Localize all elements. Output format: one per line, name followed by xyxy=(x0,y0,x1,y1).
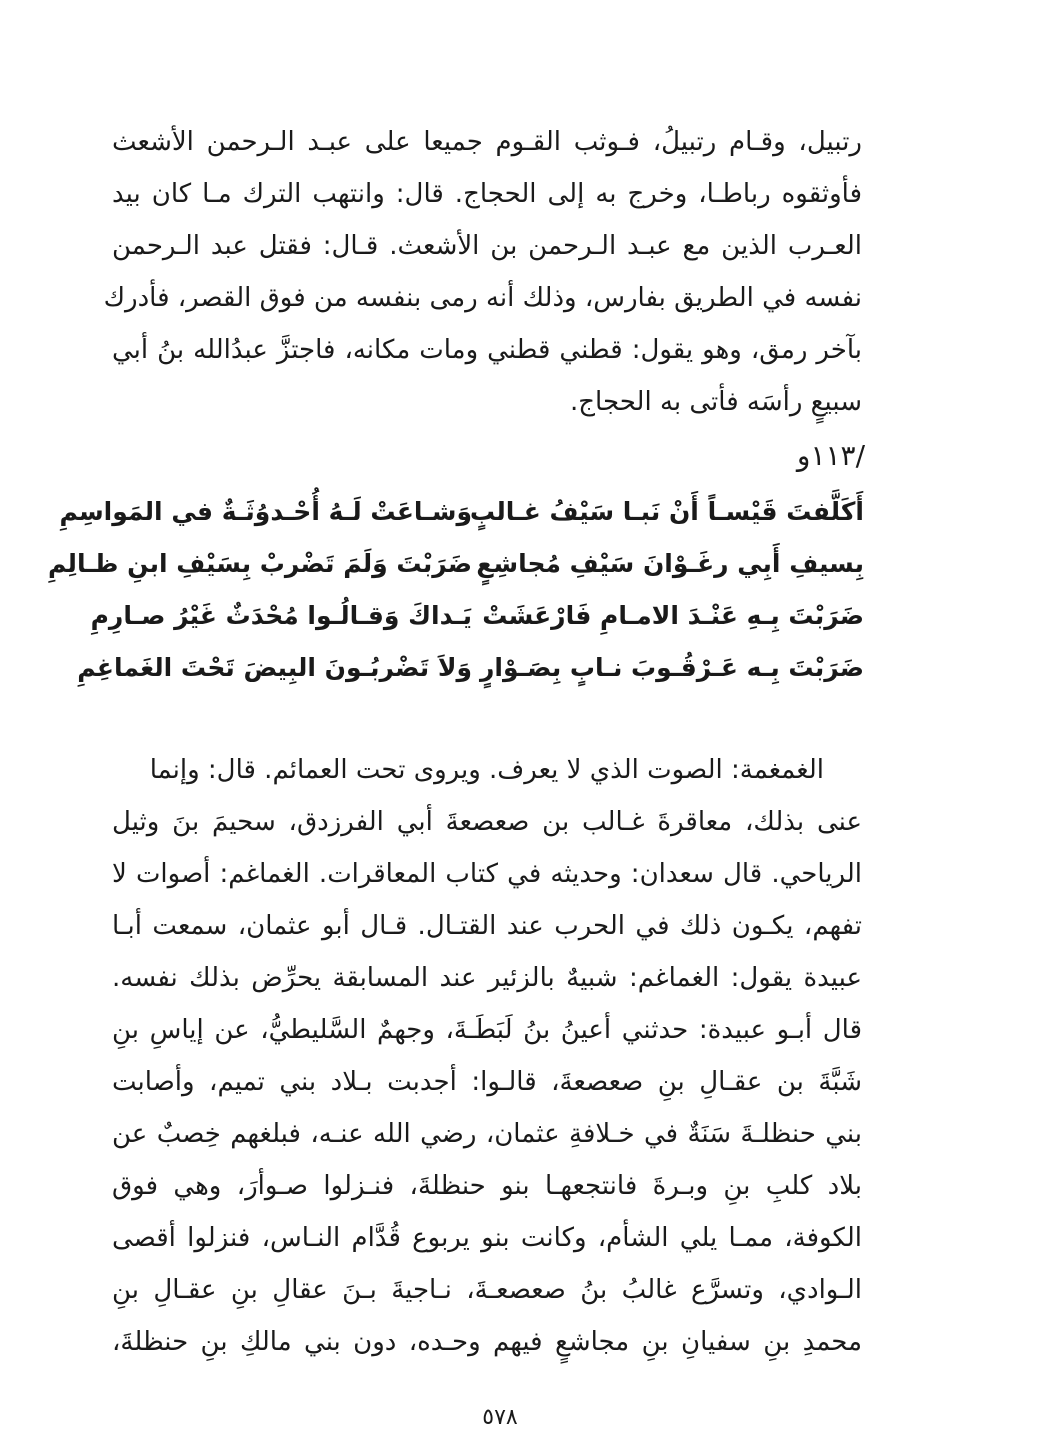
verse-first-hemistich: بِسيفِ أَبِي رغَـوْانَ سَيْفِ مُجاشِعٍ xyxy=(476,549,864,578)
paragraph-2 xyxy=(112,744,862,1368)
text-line: تفهم، يكـون ذلك في الحرب عند القتـال. قـال أبو عثمان، سمعت أبـا xyxy=(112,911,862,941)
text-line: الغمغمة: الصوت الذي لا يعرف. ويروى تحت العمائم. قال: وإنما xyxy=(149,755,824,785)
text-line: الرياحي. قال سعدان: وحديثه في كتاب المعاقرات. الغماغم: أصوات لا xyxy=(112,859,862,889)
poem-verse xyxy=(59,486,864,538)
poem xyxy=(47,486,864,694)
text-line: عنى بذلك، معاقرةَ غـالب بن صعصعةَ أبي الفرزدق، سحيمَ بنَ وثيل xyxy=(112,807,862,837)
poem-verse xyxy=(77,642,864,694)
verse-second-hemistich: يَـداكَ وَقـالُـوا مُحْدَثٌ غَيْرُ صـارِمِ xyxy=(90,601,472,630)
text-line: فأوثقوه رباطـا، وخرج به إلى الحجاج. قال: وانتهب الترك مـا كان بيد xyxy=(112,179,862,209)
verse-second-hemistich: وَلاَ تَضْربُـونَ البِيضَ تَحْتَ الغَماغِمِ xyxy=(77,653,472,682)
text-line: بني حنظلـةَ سَنَةٌ في خـلافةِ عثمان، رضي الله عنـه، فبلغهم خِصبٌ عن xyxy=(112,1119,862,1149)
text-line: شَبَّةَ بن عقـالِ بنِ صعصعةَ، قالـوا: أجدبت بـلاد بني تميم، وأصابت xyxy=(112,1067,862,1097)
text-line: نفسه في الطريق بفارس، وذلك أنه رمى بنفسه من فوق القصر، فأدرك xyxy=(103,283,862,313)
text-line: محمدِ بنِ سفيانِ بنِ مجاشعٍ فيهم وحـده، دون بني مالكِ بنِ حنظلةَ، xyxy=(112,1327,862,1357)
verse-first-hemistich: ضَرَبْتَ بِـه عَـرْقُـوبَ نـابٍ بِصَـوْارٍ xyxy=(480,653,864,682)
page-number: ٥٧٨ xyxy=(482,1405,518,1430)
text-line: سبيعٍ رأسَه فأتى به الحجاج. xyxy=(570,387,862,417)
poem-verse xyxy=(90,590,864,642)
verse-first-hemistich: ضَرَبْتَ بِـهِ عَنْـدَ الامـامِ فَارْعَشَتْ xyxy=(482,601,864,630)
poem-verse xyxy=(47,538,864,590)
text-line: قال أبـو عبيدة: حدثني أعينُ بنُ لَبَطَـةَ، وجهمٌ السَّليطيُّ، عن إياسِ بنِ xyxy=(112,1015,862,1045)
text-line: بآخر رمق، وهو يقول: قطني قطني ومات مكانه، فاجتزَّ عبدُالله بنُ أبي xyxy=(112,335,862,365)
text-line: رتبيل، وقـام رتبيلُ، فـوثب القـوم جميعا على عبـد الـرحمن الأشعث xyxy=(112,127,862,157)
text-line: عبيدة يقول: الغماغم: شبيهٌ بالزئير عند المسابقة يحرِّض بذلك نفسه. xyxy=(112,963,862,993)
text-line: الـوادي، وتسرَّع غالبُ بنُ صعصعـةَ، نـاجيةَ بـنَ عقالِ بنِ عقـالِ بنِ xyxy=(112,1275,862,1305)
verse-second-hemistich: وَشـاعَتْ لَـهُ أُحْـدوُثَـةٌ في المَواسِمِ xyxy=(59,497,472,526)
verse-second-hemistich: ضَرَبْتَ وَلَمَ تَضْربْ بِسَيْفِ ابنِ ظـالِمِ xyxy=(47,549,472,578)
text-line: الكوفة، ممـا يلي الشأم، وكانت بنو يربوع قُدَّام النـاس، فنزلوا أقصى xyxy=(112,1223,862,1253)
folio-marker: /١١٣و xyxy=(796,439,865,472)
paragraph-1 xyxy=(103,116,862,428)
text-line: بلاد كلبِ بنِ وبـرةَ فانتجعهـا بنو حنظلةَ، فنـزلوا صـوأرَ، وهي فوق xyxy=(112,1171,862,1201)
verse-first-hemistich: أَكَلَّفتَ قَيْسـاً أَنْ نَبـا سَيْفُ غـالبٍ xyxy=(469,497,864,526)
text-line: العـرب الذين مع عبـد الـرحمن بن الأشعث. قـال: فقتل عبد الـرحمن xyxy=(112,231,862,261)
